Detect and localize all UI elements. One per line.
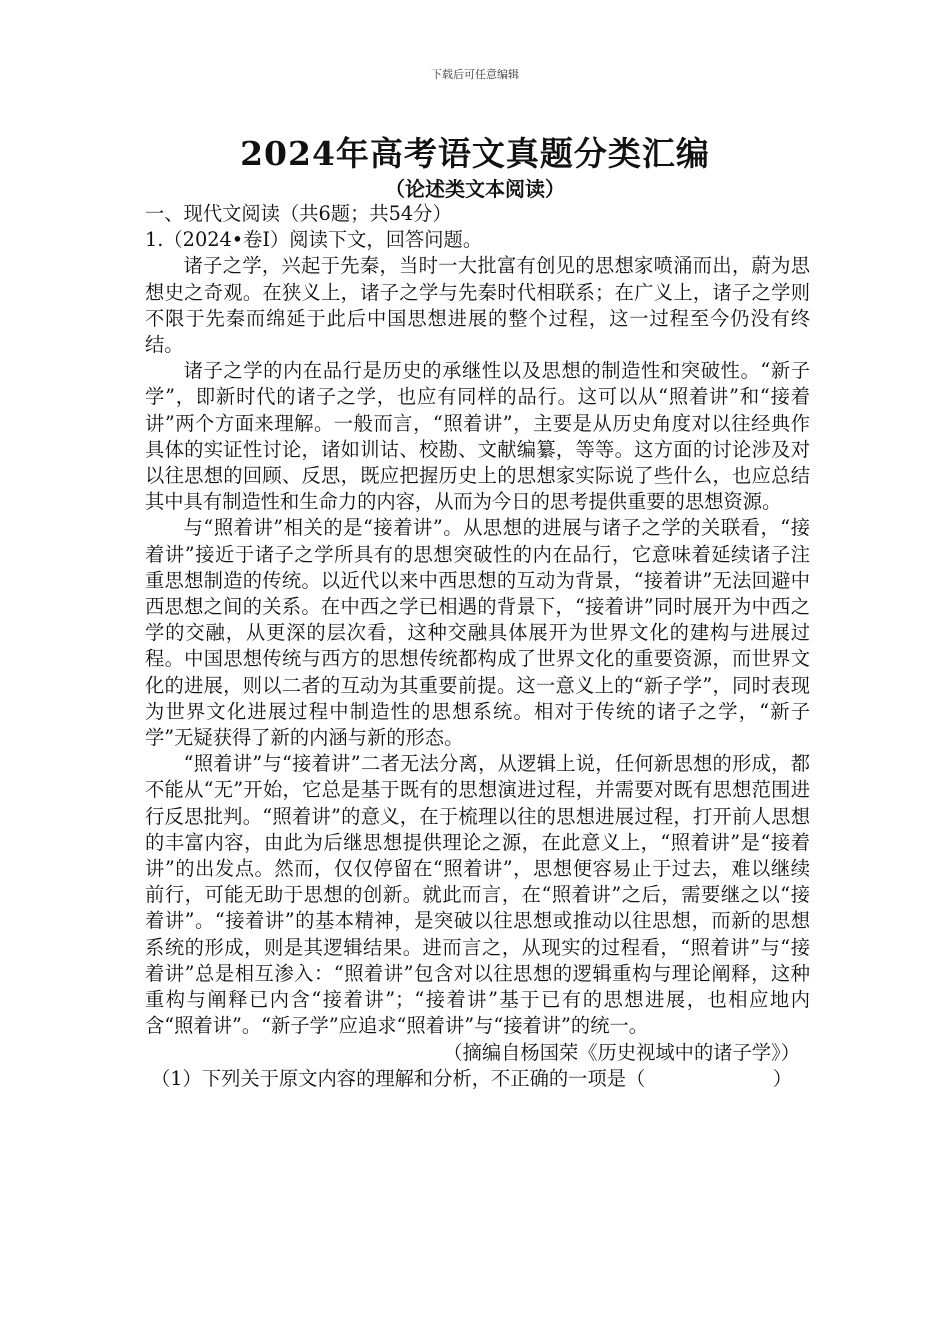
source-citation: （摘编自杨国荣《历史视域中的诸子学》） bbox=[443, 1040, 800, 1064]
paragraph: 与“照着讲”相关的是“接着讲”。从思想的进展与诸子之学的关联看，“接着讲”接近于诸子之学所具有的思想突破性的内在品行，它意味着延续诸子注重思想制造的传统。以近代以来中西思想的互动为背景，“接着讲”无法回避中西思想之间的关系。在中西之学已相遇的背景下，“接着讲”同时展开为中西之学的交融，从更深的层次看，这种交融具体展开为世界文化的建构与进展过程。中国思想传统与西方的思想传统都构成了世界文化的重要资源，而世界文化的进展，则以二者的互动为其重要前提。这一意义上的“新子学”，同时表现为世界文化进展过程中制造性的思想系统。相对于传统的诸子之学，“新子学”无疑获得了新的内涵与新的形态。 bbox=[145, 516, 810, 750]
paragraph: “照着讲”与“接着讲”二者无法分离，从逻辑上说，任何新思想的形成，都不能从“无”开始，它总是基于既有的思想演进过程，并需要对既有思想范围进行反思批判。“照着讲”的意义，在于梳理以往的思想进展过程，打开前人思想的丰富内容，由此为后继思想提供理论之源，在此意义上，“照着讲”是“接着讲”的出发点。然而，仅仅停留在“照着讲”，思想便容易止于过去，难以继续前行，可能无助于思想的创新。就此而言，在“照着讲”之后，需要继之以“接着讲”。“接着讲”的基本精神，是突破以往思想或推动以往思想，而新的思想系统的形成，则是其逻辑结果。进而言之，从现实的过程看，“照着讲”与“接着讲”总是相互渗入：“照着讲”包含对以往思想的逻辑重构与理论阐释，这种重构与阐释已内含“接着讲”；“接着讲”基于已有的思想进展，也相应地内含“照着讲”。“新子学”应追求“照着讲”与“接着讲”的统一。 bbox=[145, 752, 810, 1038]
page-title: 2024年高考语文真题分类汇编 bbox=[240, 134, 710, 173]
page-subtitle: （论述类文本阅读） bbox=[385, 177, 565, 201]
question-intro: 1.（2024•卷Ⅰ）阅读下文，回答问题。 bbox=[145, 228, 483, 252]
document-body bbox=[145, 201, 810, 1092]
paragraph: 诸子之学，兴起于先秦，当时一大批富有创见的思想家喷涌而出，蔚为思想史之奇观。在狭义上，诸子之学与先秦时代相联系；在广义上，诸子之学则不限于先秦而绵延于此后中国思想进展的整个过程，这一过程至今仍没有终结。 bbox=[145, 254, 810, 357]
section-heading: 一、现代文阅读（共6题；共54分） bbox=[145, 202, 452, 225]
question-1-text: （1）下列关于原文内容的理解和分析，不正确的一项是（ bbox=[151, 1066, 646, 1090]
paragraph: 诸子之学的内在品行是历史的承继性以及思想的制造性和突破性。“新子学”，即新时代的诸子之学，也应有同样的品行。这可以从“照着讲”和“接着讲”两个方面来理解。一般而言，“照着讲”，主要是从历史角度对以往经典作具体的实证性讨论，诸如训诂、校勘、文献编纂，等等。这方面的讨论涉及对以往思想的回顾、反思，既应把握历史上的思想家实际说了些什么，也应总结其中具有制造性和生命力的内容，从而为今日的思考提供重要的思想资源。 bbox=[145, 359, 810, 514]
question-1 bbox=[145, 1066, 810, 1092]
header-note: 下载后可任意编辑 bbox=[431, 68, 519, 81]
question-1-close: ） bbox=[772, 1066, 792, 1090]
